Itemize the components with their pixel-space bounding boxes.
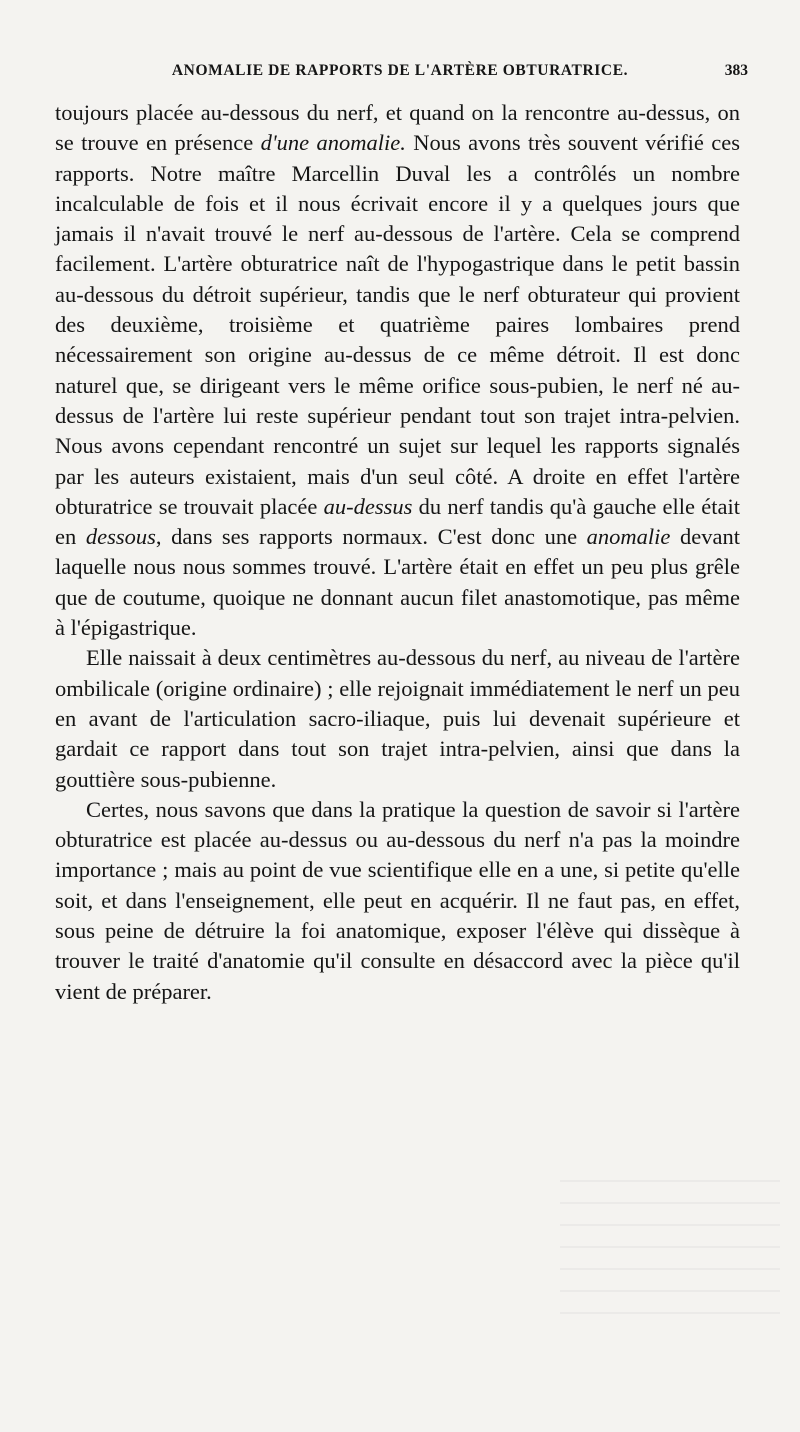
text-segment: du nerf tandis qu'à gauche elle était en (55, 493, 740, 550)
text-segment: devant laquelle nous nous sommes trouvé. L'artère était en effet un peu plus grêle que de coutume, quoique ne donnant aucun filet anastomotique, pas même à l'épigastrique. (55, 524, 740, 641)
text-segment: Elle naissait à deux centimètres au-dessous du nerf, au niveau de l'artère ombilicale (origine ordinaire) ; elle rejoignait immédiatement le nerf un peu en avant de l'articulation sacro-iliaque, puis lui devenait supérieure et gardait ce rapport dans tout son trajet intra-pelvien, ainsi que dans la gouttière sous-pubienne. (55, 645, 740, 792)
page-number: 383 (724, 62, 748, 79)
italic-text: dessous (85, 524, 156, 550)
bleed-through-texture (560, 1180, 780, 1320)
paragraph (55, 643, 740, 794)
text-segment: toujours placée au-dessous du nerf, et quand on la rencontre au-dessus, on se trouve en présence (55, 100, 740, 156)
paragraph (55, 98, 740, 643)
text-segment: , dans ses rapports normaux. C'est donc une (155, 524, 587, 550)
italic-text: d'une anomalie. (260, 130, 406, 156)
paragraph (55, 795, 740, 1007)
italic-text: anomalie (586, 524, 671, 550)
italic-text: au-dessus (323, 493, 413, 519)
running-title: ANOMALIE DE RAPPORTS DE L'ARTÈRE OBTURATRICE. (171, 62, 629, 79)
text-segment: Nous avons très souvent vérifié ces rapports. Notre maître Marcellin Duval les a contrôlés un nombre incalculable de fois et il nous écrivait encore il y a quelques jours que jamais il n'avait trouvé le nerf au-dessous de l'artère. Cela se comprend facilement. L'artère obturatrice naît de l'hypogastrique dans le petit bassin au-dessous du détroit supérieur, tandis que le nerf obturateur qui provient des deuxième, troisième et quatrième paires lombaires prend nécessairement son origine au-dessus de ce même détroit. Il est donc naturel que, se dirigeant vers le même orifice sous-pubien, le nerf né au-dessus de l'artère lui reste supérieur pendant tout son trajet intra-pelvien. Nous avons cependant rencontré un sujet sur lequel les rapports signalés par les auteurs existaient, mais d'un seul côté. A droite en effet l'artère obturatrice se trouvait placée (55, 130, 740, 519)
running-header (52, 62, 748, 86)
body-text (55, 98, 740, 1007)
text-segment: Certes, nous savons que dans la pratique la question de savoir si l'artère obturatrice est placée au-dessus ou au-dessous du nerf n'a pas la moindre importance ; mais au point de vue scientifique elle en a une, si petite qu'elle soit, et dans l'enseignement, elle peut en acquérir. Il ne faut pas, en effet, sous peine de détruire la foi anatomique, exposer l'élève qui dissèque à trouver le traité d'anatomie qu'il consulte en désaccord avec la pièce qu'il vient de préparer. (55, 796, 740, 1004)
